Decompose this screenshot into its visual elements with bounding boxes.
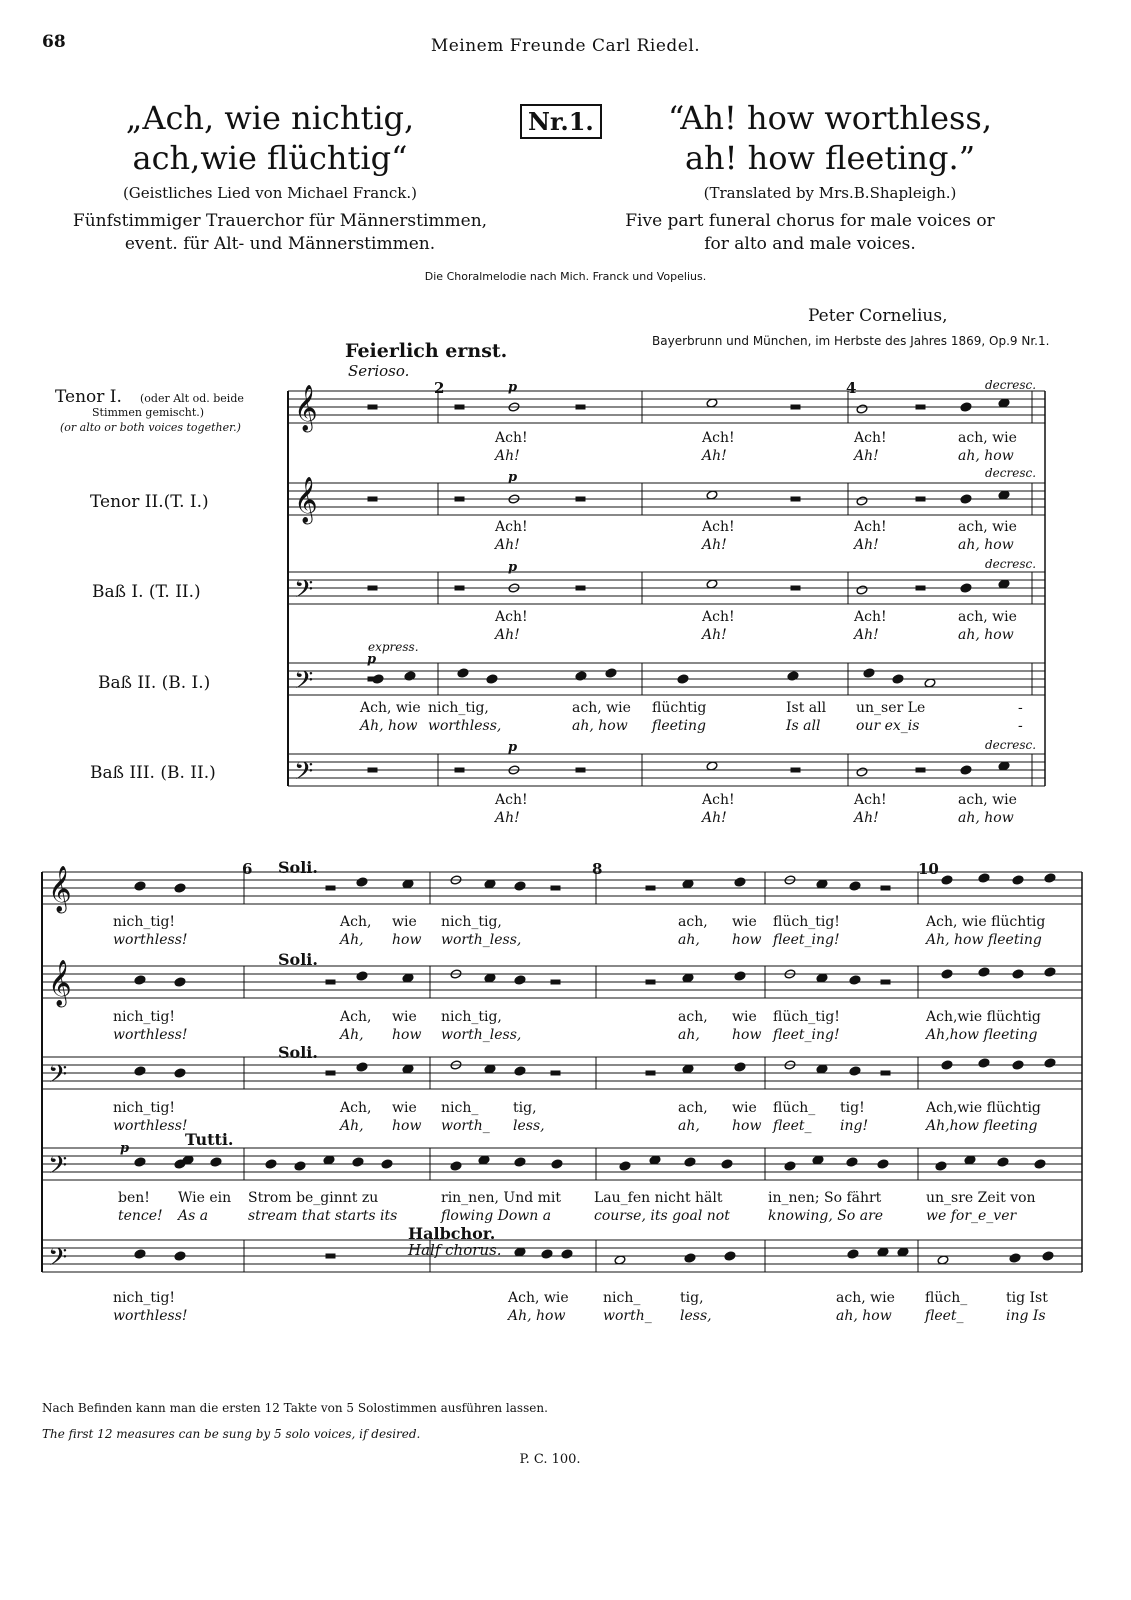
lyric-sys2-t1-0: nich_tig!	[113, 914, 176, 930]
notehead	[846, 1157, 858, 1167]
voice-label-bass1: Baß I. (T. II.)	[92, 582, 201, 602]
lyric-sys2-t2-4: ach,	[678, 1009, 708, 1025]
lyric-sys2-b1-8: tig!	[840, 1100, 865, 1116]
rest	[646, 1071, 655, 1075]
notehead	[561, 1249, 573, 1259]
lyric-b3-ach-2: Ach!	[854, 792, 887, 808]
notehead	[541, 1249, 553, 1259]
lyric-sys2-b3-en-6: ing Is	[1006, 1308, 1046, 1324]
notehead	[605, 668, 617, 678]
notehead	[849, 881, 861, 891]
title-english-line2: ah! how fleeting.”	[684, 139, 976, 177]
lyric-b1-ah-2: Ah!	[854, 627, 879, 643]
composer-note: Bayerbrunn und München, im Herbste des Jahres 1869, Op.9 Nr.1.	[652, 334, 1050, 348]
page-number: 68	[42, 32, 66, 52]
lyric-b1-ach-0: Ach!	[495, 609, 528, 625]
lyric-b3-achwie: ach, wie	[958, 792, 1017, 808]
rest	[791, 497, 800, 501]
lyric-t2-ah-2: Ah!	[854, 537, 879, 553]
lyric-t2-achwie: ach, wie	[958, 519, 1017, 535]
notehead	[684, 1253, 696, 1263]
notehead	[381, 1159, 393, 1169]
notehead	[721, 1159, 733, 1169]
lyric-sys2-t2-7: Ach,wie flüchtig	[926, 1009, 1041, 1025]
plate-number: P. C. 100.	[519, 1452, 581, 1467]
lyric-sys2-b2-3: rin_nen, Und mit	[441, 1190, 562, 1206]
lyric-sys2-t2-en-6: fleet_ing!	[773, 1027, 840, 1043]
voice-note-tenor1: (oder Alt od. beide	[140, 392, 244, 405]
lyric-b2-3: flüchtig	[652, 700, 707, 716]
lyric-sys2-b3-0: nich_tig!	[113, 1290, 176, 1306]
notehead	[404, 671, 416, 681]
lyric-sys2-b2-en-3: flowing Down a	[441, 1208, 552, 1224]
lyric-sys2-t1-3: nich_tig,	[441, 914, 502, 930]
notehead	[856, 585, 868, 595]
lyric-t1-ah-0: Ah!	[495, 448, 520, 464]
title-german-line2: ach,wie flüchtig“	[132, 139, 408, 177]
notehead	[575, 671, 587, 681]
dynamic-p-sys2-b2: p	[120, 1141, 130, 1156]
bass-clef: 𝄢	[48, 1151, 68, 1186]
notehead	[960, 402, 972, 412]
notehead	[847, 1249, 859, 1259]
rest	[646, 980, 655, 984]
notehead	[1044, 967, 1056, 977]
dynamic-p-b1: p	[508, 560, 518, 575]
rest	[791, 405, 800, 409]
lyric-sys2-t2-en-3: worth_less,	[441, 1027, 522, 1043]
lyric-sys2-b1-en-4: less,	[513, 1118, 545, 1134]
notehead	[514, 975, 526, 985]
lyric-t2-ach-2: Ach!	[854, 519, 887, 535]
lyric-b2-6: -	[1018, 700, 1023, 716]
notehead	[849, 1066, 861, 1076]
notehead	[210, 1157, 222, 1167]
halbchor: Halbchor.	[408, 1224, 496, 1243]
lyric-sys2-t2-en-7: Ah,how fleeting	[926, 1027, 1038, 1043]
lyric-sys2-t1-en-1: Ah,	[340, 932, 364, 948]
bass-clef: 𝄢	[48, 1060, 68, 1095]
lyric-sys2-b3-3: tig,	[680, 1290, 704, 1306]
lyric-sys2-b2-0: ben!	[118, 1190, 150, 1206]
rest	[326, 980, 335, 984]
soli-t2: Soli.	[278, 950, 318, 969]
lyric-t1-ah-2: Ah!	[854, 448, 879, 464]
lyric-sys2-b2-en-2: stream that starts its	[248, 1208, 398, 1224]
lyric-sys2-b3-2: nich_	[603, 1290, 641, 1306]
lyric-sys2-b3-6: tig Ist	[1006, 1290, 1048, 1306]
lyric-b2-2: ach, wie	[572, 700, 631, 716]
notehead	[294, 1161, 306, 1171]
rest	[368, 586, 377, 590]
lyric-b2-1: nich_tig,	[428, 700, 489, 716]
notehead	[1012, 1060, 1024, 1070]
notehead	[941, 875, 953, 885]
lyric-sys2-t1-6: flüch_tig!	[773, 914, 840, 930]
notehead	[514, 1066, 526, 1076]
lyric-sys2-b1-6: wie	[732, 1100, 757, 1116]
notehead	[174, 1251, 186, 1261]
notehead	[734, 971, 746, 981]
subtitle-german: (Geistliches Lied von Michael Franck.)	[122, 184, 418, 202]
notehead	[724, 1251, 736, 1261]
measure-number-2: 2	[434, 379, 445, 397]
lyric-sys2-t1-en-0: worthless!	[113, 932, 188, 948]
lyric-sys2-b1-7: flüch_	[773, 1100, 816, 1116]
lyric-sys2-b2-6: un_sre Zeit von	[926, 1190, 1036, 1206]
notehead	[978, 967, 990, 977]
lyric-sys2-b1-en-7: fleet_	[773, 1118, 812, 1134]
lyric-sys2-b3-4: ach, wie	[836, 1290, 895, 1306]
description-german-line2: event. für Alt- und Männerstimmen.	[124, 234, 436, 254]
lyric-b3-ah-1: Ah!	[702, 810, 727, 826]
treble-clef: 𝄞	[48, 960, 72, 1006]
lyric-sys2-b2-en-1: As a	[178, 1208, 209, 1224]
notehead	[935, 1161, 947, 1171]
notehead	[486, 674, 498, 684]
lyric-sys2-b3-en-4: ah, how	[836, 1308, 892, 1324]
lyric-t2-ach-1: Ach!	[702, 519, 735, 535]
lyric-sys2-b1-9: Ach,wie flüchtig	[926, 1100, 1041, 1116]
notehead	[134, 975, 146, 985]
notehead	[960, 583, 972, 593]
lyric-sys2-b1-en-1: Ah,	[340, 1118, 364, 1134]
lyric-b2-en-4: Is all	[786, 718, 821, 734]
footnote-english: The first 12 measures can be sung by 5 solo voices, if desired.	[42, 1427, 421, 1441]
lyric-b2-en-1: worthless,	[428, 718, 502, 734]
measure-number-8: 8	[592, 860, 603, 878]
voice-note-tenor1-2: Stimmen gemischt.)	[92, 406, 205, 419]
lyric-sys2-b3-en-5: fleet_	[925, 1308, 964, 1324]
lyric-sys2-t2-0: nich_tig!	[113, 1009, 176, 1025]
notehead	[677, 674, 689, 684]
melody-note: Die Choralmelodie nach Mich. Franck und Vopelius.	[424, 270, 707, 283]
notehead	[372, 674, 384, 684]
lyric-sys2-t2-en-5: how	[732, 1027, 762, 1043]
notehead	[619, 1161, 631, 1171]
notehead	[960, 494, 972, 504]
lyric-sys2-b1-en-5: ah,	[678, 1118, 700, 1134]
voice-note-tenor1-3: (or alto or both voices together.)	[60, 421, 241, 434]
rest	[916, 586, 925, 590]
lyric-b2-0: Ach, wie	[360, 700, 421, 716]
lyric-sys2-b3-en-3: less,	[680, 1308, 712, 1324]
lyric-sys2-b1-en-8: ing!	[840, 1118, 869, 1134]
lyric-b2-5: un_ser Le	[856, 700, 926, 716]
notehead	[978, 873, 990, 883]
lyric-sys2-b2-en-0: tence!	[118, 1208, 163, 1224]
lyric-sys2-t2-2: wie	[392, 1009, 417, 1025]
lyric-sys2-b1-en-3: worth_	[441, 1118, 490, 1134]
lyric-sys2-t1-en-5: how	[732, 932, 762, 948]
lyric-t1-achwie: ach, wie	[958, 430, 1017, 446]
measure-number-4: 4	[846, 379, 857, 397]
notehead	[941, 969, 953, 979]
rest	[576, 405, 585, 409]
bass-clef: 𝄢	[294, 666, 314, 701]
lyric-sys2-b1-3: nich_	[441, 1100, 479, 1116]
number-box: Nr.1.	[520, 104, 602, 139]
notehead	[174, 1068, 186, 1078]
notehead	[877, 1159, 889, 1169]
treble-clef: 𝄞	[294, 477, 318, 523]
notehead	[1034, 1159, 1046, 1169]
lyric-sys2-t2-en-2: how	[392, 1027, 422, 1043]
lyric-sys2-b1-0: nich_tig!	[113, 1100, 176, 1116]
rest	[455, 497, 464, 501]
tempo-marking: Feierlich ernst.	[345, 340, 508, 362]
lyric-b2-en-2: ah, how	[572, 718, 628, 734]
notehead	[997, 1157, 1009, 1167]
rest	[368, 768, 377, 772]
decresc-b1: decresc.	[985, 557, 1037, 571]
rest	[551, 1071, 560, 1075]
notehead	[784, 1161, 796, 1171]
notehead	[960, 765, 972, 775]
lyric-b2-en-5: our ex_is	[856, 718, 920, 734]
notehead	[863, 668, 875, 678]
lyric-sys2-b1-en-9: Ah,how fleeting	[926, 1118, 1038, 1134]
lyric-sys2-b3-en-0: worthless!	[113, 1308, 188, 1324]
title-english-line1: “Ah! how worthless,	[667, 99, 993, 137]
lyric-sys2-t1-en-3: worth_less,	[441, 932, 522, 948]
lyric-sys2-t2-1: Ach,	[340, 1009, 372, 1025]
footnote-german: Nach Befinden kann man die ersten 12 Takte von 5 Solostimmen ausführen lassen.	[42, 1401, 548, 1415]
lyric-sys2-b3-1: Ach, wie	[508, 1290, 569, 1306]
notehead	[356, 1062, 368, 1072]
description-english-line2: for alto and male voices.	[704, 234, 916, 254]
lyric-sys2-t1-en-2: how	[392, 932, 422, 948]
lyric-sys2-b1-5: ach,	[678, 1100, 708, 1116]
lyric-sys2-b2-1: Wie ein	[178, 1190, 232, 1206]
rest	[916, 497, 925, 501]
decresc-t2: decresc.	[985, 466, 1037, 480]
notehead	[514, 1157, 526, 1167]
title-german-line1: „Ach, wie nichtig,	[125, 99, 415, 137]
lyric-b3-ahhow: ah, how	[958, 810, 1014, 826]
notehead	[134, 1066, 146, 1076]
soli-b1: Soli.	[278, 1043, 318, 1062]
rest	[455, 405, 464, 409]
lyric-t1-ahhow: ah, how	[958, 448, 1014, 464]
notehead	[134, 1157, 146, 1167]
voice-label-tenor1: Tenor I.	[55, 387, 122, 407]
notehead	[356, 971, 368, 981]
lyric-sys2-b2-en-4: course, its goal not	[594, 1208, 730, 1224]
notehead	[1044, 873, 1056, 883]
notehead	[684, 1157, 696, 1167]
measure-number-6: 6	[242, 860, 253, 878]
lyric-sys2-b2-4: Lau_fen nicht hält	[594, 1190, 723, 1206]
lyric-b3-ah-2: Ah!	[854, 810, 879, 826]
notehead	[1012, 875, 1024, 885]
soli-t1: Soli.	[278, 858, 318, 877]
rest	[326, 886, 335, 890]
lyric-sys2-b3-5: flüch_	[925, 1290, 968, 1306]
rest	[368, 497, 377, 501]
subtitle-english: (Translated by Mrs.B.Shapleigh.)	[703, 184, 957, 202]
notehead	[856, 404, 868, 414]
lyric-b3-ah-0: Ah!	[495, 810, 520, 826]
express-b2: express.	[368, 640, 419, 654]
rest	[576, 586, 585, 590]
rest	[881, 886, 890, 890]
notehead	[1009, 1253, 1021, 1263]
lyric-b2-en-0: Ah, how	[360, 718, 418, 734]
dynamic-p-b2: p	[367, 652, 377, 667]
notehead	[1044, 1058, 1056, 1068]
notehead	[856, 496, 868, 506]
notehead	[352, 1157, 364, 1167]
lyric-sys2-t1-en-4: ah,	[678, 932, 700, 948]
notehead	[134, 1249, 146, 1259]
notehead	[356, 877, 368, 887]
lyric-b2-en-3: fleeting	[652, 718, 706, 734]
rest	[455, 768, 464, 772]
notehead	[978, 1058, 990, 1068]
notehead	[174, 977, 186, 987]
lyric-t2-ah-0: Ah!	[495, 537, 520, 553]
rest	[791, 768, 800, 772]
lyric-sys2-t1-en-6: fleet_ing!	[773, 932, 840, 948]
lyric-sys2-t2-en-1: Ah,	[340, 1027, 364, 1043]
notehead	[514, 881, 526, 891]
lyric-sys2-b2-en-6: we for_e_ver	[926, 1208, 1017, 1224]
notehead	[134, 881, 146, 891]
lyric-sys2-b3-en-2: worth_	[603, 1308, 652, 1324]
lyric-t2-ahhow: ah, how	[958, 537, 1014, 553]
rest	[576, 497, 585, 501]
lyric-sys2-t2-6: flüch_tig!	[773, 1009, 840, 1025]
rest	[455, 586, 464, 590]
notehead	[1042, 1251, 1054, 1261]
notehead	[450, 1161, 462, 1171]
rest	[646, 886, 655, 890]
lyric-t1-ach-0: Ach!	[495, 430, 528, 446]
treble-clef: 𝄞	[48, 866, 72, 912]
notehead	[892, 674, 904, 684]
half-chorus: Half chorus.	[408, 1241, 502, 1259]
notehead	[1012, 969, 1024, 979]
dynamic-p-t2: p	[508, 470, 518, 485]
notehead	[174, 883, 186, 893]
notehead	[941, 1060, 953, 1070]
rest	[916, 405, 925, 409]
lyric-sys2-b2-2: Strom be_ginnt zu	[248, 1190, 379, 1206]
lyric-t1-ah-1: Ah!	[702, 448, 727, 464]
notehead	[787, 671, 799, 681]
decresc-b3: decresc.	[985, 738, 1037, 752]
description-german-line1: Fünfstimmiger Trauerchor für Männerstimmen,	[72, 211, 488, 231]
lyric-sys2-b1-en-0: worthless!	[113, 1118, 188, 1134]
lyric-sys2-b2-5: in_nen; So fährt	[768, 1190, 882, 1206]
measure-number-10: 10	[918, 860, 939, 878]
notehead	[734, 1062, 746, 1072]
dynamic-p-b3: p	[508, 740, 518, 755]
rest	[326, 1071, 335, 1075]
bass-clef: 𝄢	[48, 1243, 68, 1278]
rest	[326, 1254, 335, 1258]
voice-label-tenor2: Tenor II.(T. I.)	[90, 492, 209, 512]
lyric-sys2-t2-en-0: worthless!	[113, 1027, 188, 1043]
lyric-t2-ach-0: Ach!	[495, 519, 528, 535]
lyric-b2-en-6: -	[1018, 718, 1023, 734]
lyric-b2-4: Ist all	[786, 700, 827, 716]
lyric-b1-ah-1: Ah!	[702, 627, 727, 643]
bass-clef: 𝄢	[294, 575, 314, 610]
treble-clef: 𝄞	[294, 385, 318, 431]
rest	[368, 405, 377, 409]
lyric-sys2-b1-2: wie	[392, 1100, 417, 1116]
tempo-italian: Serioso.	[348, 362, 410, 380]
lyric-b1-achwie: ach, wie	[958, 609, 1017, 625]
lyric-t2-ah-1: Ah!	[702, 537, 727, 553]
decresc-t1: decresc.	[985, 378, 1037, 392]
lyric-sys2-b2-en-5: knowing, So are	[768, 1208, 884, 1224]
lyric-sys2-t1-7: Ach, wie flüchtig	[926, 914, 1046, 930]
lyric-sys2-t1-5: wie	[732, 914, 757, 930]
lyric-b1-ach-2: Ach!	[854, 609, 887, 625]
lyric-sys2-b1-4: tig,	[513, 1100, 537, 1116]
lyric-b3-ach-0: Ach!	[495, 792, 528, 808]
dedication: Meinem Freunde Carl Riedel.	[430, 36, 701, 56]
notehead	[734, 877, 746, 887]
description-english-line1: Five part funeral chorus for male voices or	[625, 211, 995, 231]
lyric-sys2-b1-en-6: how	[732, 1118, 762, 1134]
dynamic-p-t1: p	[508, 380, 518, 395]
composer: Peter Cornelius,	[808, 306, 948, 326]
notehead	[265, 1159, 277, 1169]
lyric-sys2-t1-1: Ach,	[340, 914, 372, 930]
bass-clef: 𝄢	[294, 757, 314, 792]
lyric-sys2-b3-en-1: Ah, how	[508, 1308, 566, 1324]
lyric-sys2-t1-2: wie	[392, 914, 417, 930]
rest	[881, 980, 890, 984]
lyric-sys2-t2-en-4: ah,	[678, 1027, 700, 1043]
rest	[576, 768, 585, 772]
lyric-b3-ach-1: Ach!	[702, 792, 735, 808]
rest	[881, 1071, 890, 1075]
lyric-t1-ach-1: Ach!	[702, 430, 735, 446]
lyric-sys2-t1-4: ach,	[678, 914, 708, 930]
voice-label-bass2: Baß II. (B. I.)	[98, 673, 211, 693]
voice-label-bass3: Baß III. (B. II.)	[90, 763, 216, 783]
tutti-b2: Tutti.	[185, 1130, 234, 1149]
lyric-sys2-t1-en-7: Ah, how fleeting	[926, 932, 1042, 948]
rest	[791, 586, 800, 590]
rest	[551, 886, 560, 890]
lyric-b1-ach-1: Ach!	[702, 609, 735, 625]
lyric-b1-ahhow: ah, how	[958, 627, 1014, 643]
lyric-t1-ach-2: Ach!	[854, 430, 887, 446]
lyric-sys2-t2-5: wie	[732, 1009, 757, 1025]
notehead	[551, 1159, 563, 1169]
lyric-sys2-b1-1: Ach,	[340, 1100, 372, 1116]
notehead	[856, 767, 868, 777]
notehead	[457, 668, 469, 678]
lyric-b1-ah-0: Ah!	[495, 627, 520, 643]
notehead	[849, 975, 861, 985]
lyric-sys2-t2-3: nich_tig,	[441, 1009, 502, 1025]
rest	[551, 980, 560, 984]
rest	[916, 768, 925, 772]
lyric-sys2-b1-en-2: how	[392, 1118, 422, 1134]
